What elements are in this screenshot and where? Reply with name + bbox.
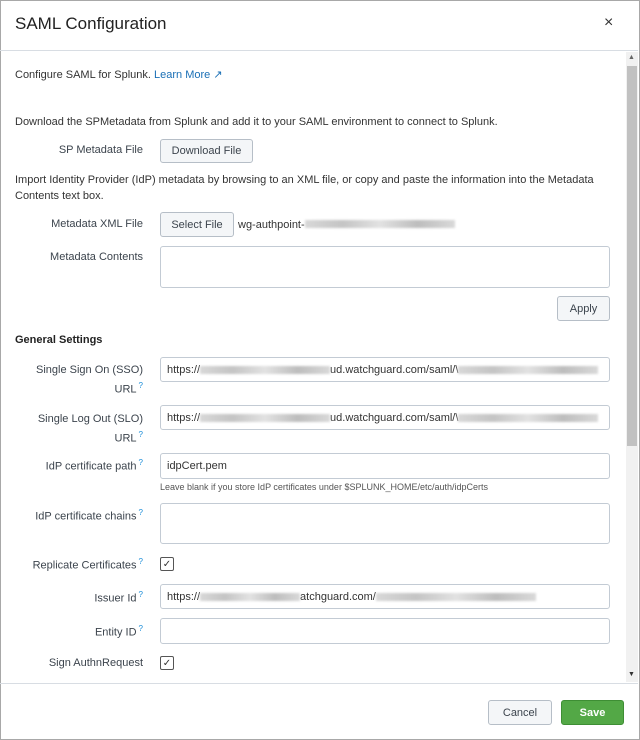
cert-path-input[interactable]: idpCert.pem — [160, 453, 610, 479]
issuer-id-input[interactable] — [160, 584, 610, 609]
external-link-icon[interactable]: ↗ — [213, 69, 223, 81]
entity-label-text: Entity ID — [94, 626, 137, 639]
cert-chains-label-text: IdP certificate chains — [35, 510, 137, 523]
sp-metadata-label: SP Metadata File — [58, 144, 143, 156]
metadata-xml-label: Metadata XML File — [51, 218, 143, 230]
dialog-title: SAML Configuration — [15, 14, 167, 33]
sp-description: Download the SPMetadata from Splunk and add it to your SAML environment to connect to Splunk. — [15, 116, 498, 128]
metadata-contents-textarea[interactable] — [160, 246, 610, 288]
scroll-down-icon[interactable]: ▼ — [628, 671, 635, 678]
redacted-text — [305, 220, 455, 228]
sso-label-text2: URL — [114, 383, 137, 396]
help-icon[interactable]: ? — [138, 557, 143, 566]
sso-url-input[interactable] — [160, 357, 610, 382]
replicate-certificates-checkbox[interactable]: ✓ — [160, 557, 174, 571]
intro-label: Configure SAML for Splunk. — [15, 69, 151, 81]
apply-button[interactable]: Apply — [557, 296, 610, 321]
redacted-text — [200, 593, 300, 601]
save-button[interactable]: Save — [561, 700, 624, 725]
header-divider — [0, 50, 638, 51]
slo-url-domain: ud.watchguard.com/saml/\ — [330, 411, 459, 424]
scrollbar-thumb[interactable] — [627, 66, 637, 446]
cert-path-label — [46, 458, 143, 473]
entity-id-label — [95, 624, 143, 639]
slo-label — [38, 411, 143, 447]
redacted-text — [376, 593, 536, 601]
file-name-text: wg-authpoint- — [238, 219, 305, 231]
idp-description-1: Import Identity Provider (IdP) metadata by browsing to an XML file, or copy and paste the information into the Metadata — [15, 174, 594, 186]
sign-authnrequest-label: Sign AuthnRequest — [48, 657, 143, 669]
sign-authnrequest-checkbox[interactable]: ✓ — [160, 656, 174, 670]
slo-label-text2: URL — [114, 432, 137, 445]
intro-text — [15, 68, 223, 81]
select-file-button[interactable]: Select File — [160, 212, 234, 237]
cancel-button[interactable]: Cancel — [488, 700, 552, 725]
redacted-text — [458, 366, 598, 374]
cert-chains-textarea[interactable] — [160, 503, 610, 544]
issuer-url-domain: atchguard.com/ — [300, 590, 376, 603]
cert-path-hint: Leave blank if you store IdP certificates under $SPLUNK_HOME/etc/auth/idpCerts — [160, 482, 488, 492]
help-icon[interactable]: ? — [138, 590, 143, 599]
help-icon[interactable]: ? — [138, 381, 143, 390]
idp-description-2: Contents text box. — [15, 190, 104, 202]
sso-url-domain: ud.watchguard.com/saml/\ — [330, 363, 459, 376]
scroll-up-icon[interactable]: ▲ — [628, 54, 635, 61]
slo-url-input[interactable] — [160, 405, 610, 430]
general-settings-heading: General Settings — [15, 334, 103, 346]
sso-url-prefix: https:// — [167, 363, 201, 376]
download-file-button[interactable]: Download File — [160, 139, 253, 163]
redacted-text — [200, 414, 330, 422]
cert-path-label-text: IdP certificate path — [45, 460, 137, 473]
replicate-certificates-label — [33, 557, 143, 572]
help-icon[interactable]: ? — [138, 430, 143, 439]
issuer-url-prefix: https:// — [167, 590, 201, 603]
help-icon[interactable]: ? — [138, 624, 143, 633]
sso-label — [36, 362, 143, 398]
close-icon[interactable]: × — [604, 14, 614, 31]
metadata-contents-label: Metadata Contents — [50, 251, 143, 263]
help-icon[interactable]: ? — [138, 458, 143, 467]
selected-file-name — [238, 219, 455, 231]
redacted-text — [458, 414, 598, 422]
redacted-text — [200, 366, 330, 374]
issuer-id-label — [94, 590, 143, 605]
footer-divider — [0, 683, 638, 684]
slo-label-text: Single Log Out (SLO) — [37, 413, 143, 425]
help-icon[interactable]: ? — [138, 508, 143, 517]
issuer-label-text: Issuer Id — [94, 592, 137, 605]
cert-chains-label — [35, 508, 143, 523]
sso-label-text: Single Sign On (SSO) — [36, 364, 143, 376]
entity-id-input[interactable] — [160, 618, 610, 644]
replicate-label-text: Replicate Certificates — [32, 559, 137, 572]
learn-more-link[interactable]: Learn More — [154, 69, 211, 81]
slo-url-prefix: https:// — [167, 411, 201, 424]
